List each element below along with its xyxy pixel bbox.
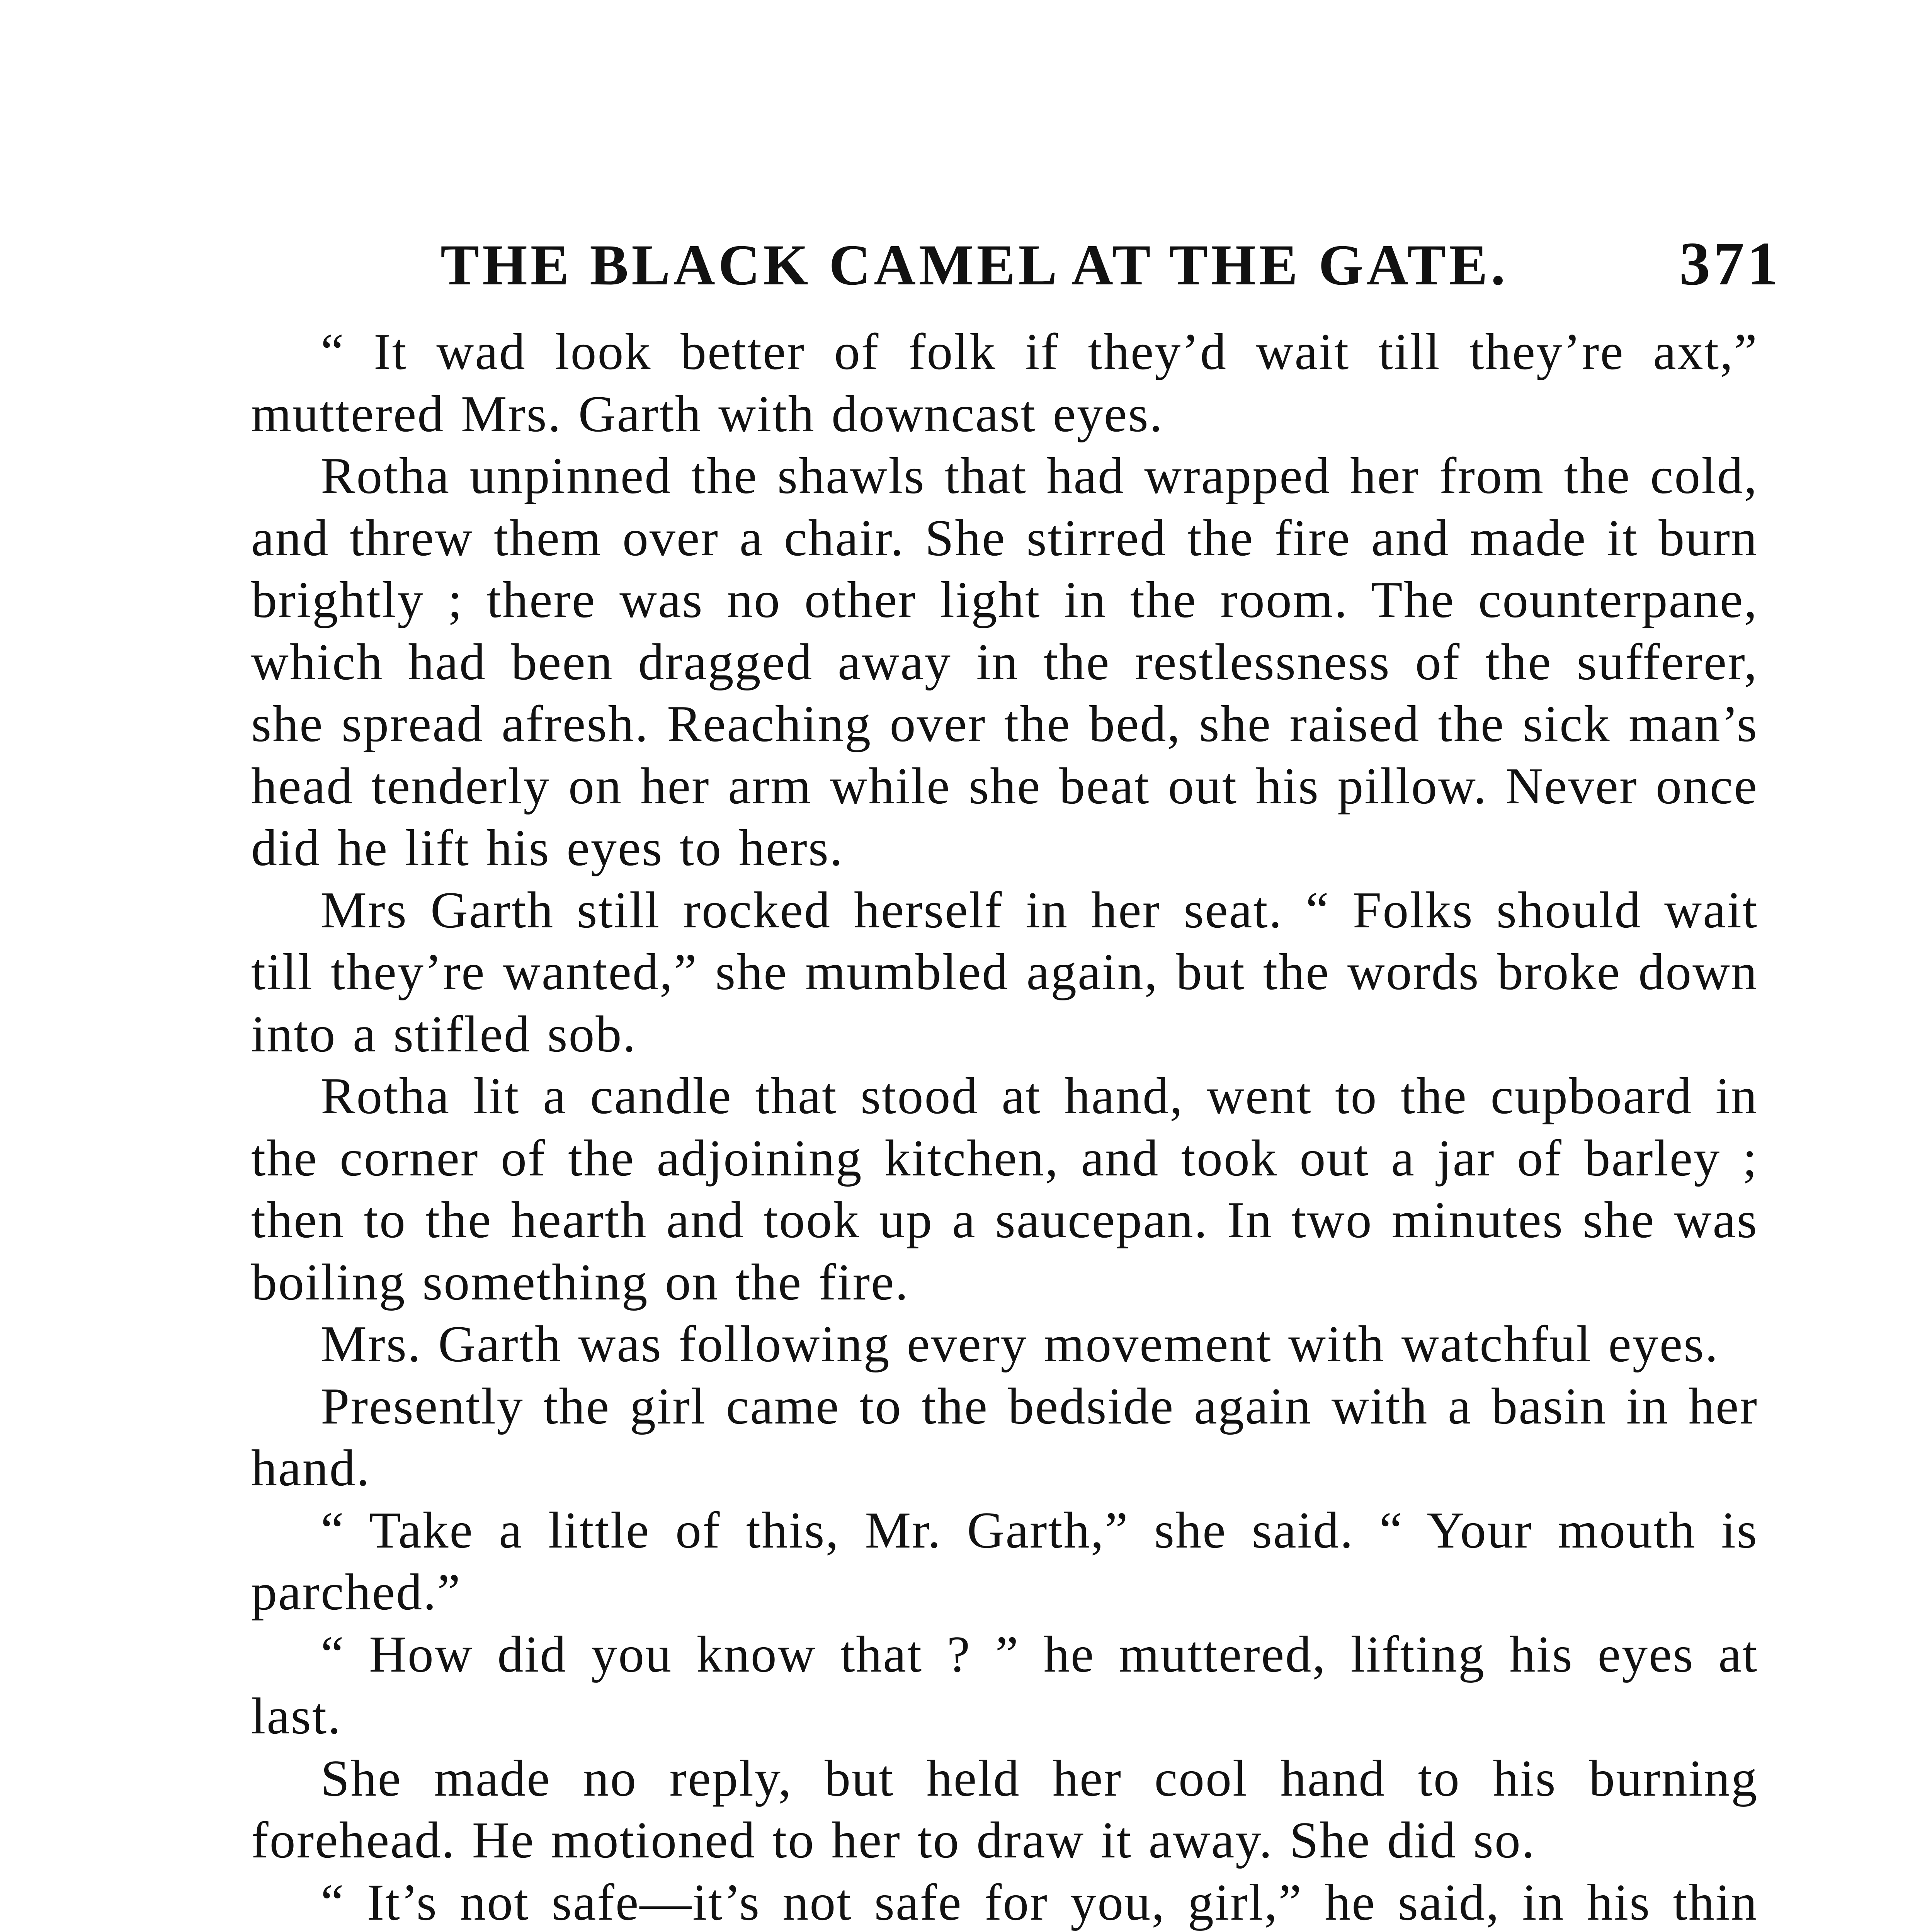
paragraph: Rotha unpinned the shawls that had wrapped her from the cold, and threw them over a chair. She stirred the fire and made it burn brightly ; there was no other light in the room. The counterpane, which had been dragged away in the restlessness of the sufferer, she spread afresh. Reaching over the bed, she raised the sick man’s head tenderly on her arm while she beat out his pillow. Never once did he lift his eyes to hers.: [251, 447, 1758, 876]
paragraph: She made no reply, but held her cool hand to his burning forehead. He motioned to her to draw it away. She did so.: [251, 1749, 1758, 1869]
paragraph: Presently the girl came to the bedside again with a basin in her hand.: [251, 1377, 1758, 1497]
running-head-title: THE BLACK CAMEL AT THE GATE.: [440, 233, 1509, 297]
page-number: 371: [1679, 229, 1781, 298]
paragraph: “ It wad look better of folk if they’d wait till they’re axt,” muttered Mrs. Garth with downcast eyes.: [251, 323, 1758, 442]
paragraph: “ Take a little of this, Mr. Garth,” she said. “ Your mouth is parched.”: [251, 1501, 1758, 1621]
paragraph: Mrs. Garth was following every movement with watchful eyes.: [321, 1315, 1719, 1372]
paragraph: Mrs Garth still rocked herself in her seat. “ Folks should wait till they’re wanted,” she mumbled again, but the words broke down into a stifled sob.: [251, 881, 1758, 1063]
running-head: [429, 228, 1781, 305]
paragraph: “ It’s not safe—it’s not safe for you, girl,” he said, in his thin: [321, 1873, 1758, 1931]
paragraph: Rotha lit a candle that stood at hand, went to the cupboard in the corner of the adjoining kitchen, and took out a jar of barley ; then to the hearth and took up a saucepan. In two minutes she was boiling something on the fire.: [251, 1067, 1758, 1311]
body-text: [251, 321, 1758, 1932]
paragraph: “ How did you know that ? ” he muttered, lifting his eyes at last.: [251, 1625, 1758, 1745]
